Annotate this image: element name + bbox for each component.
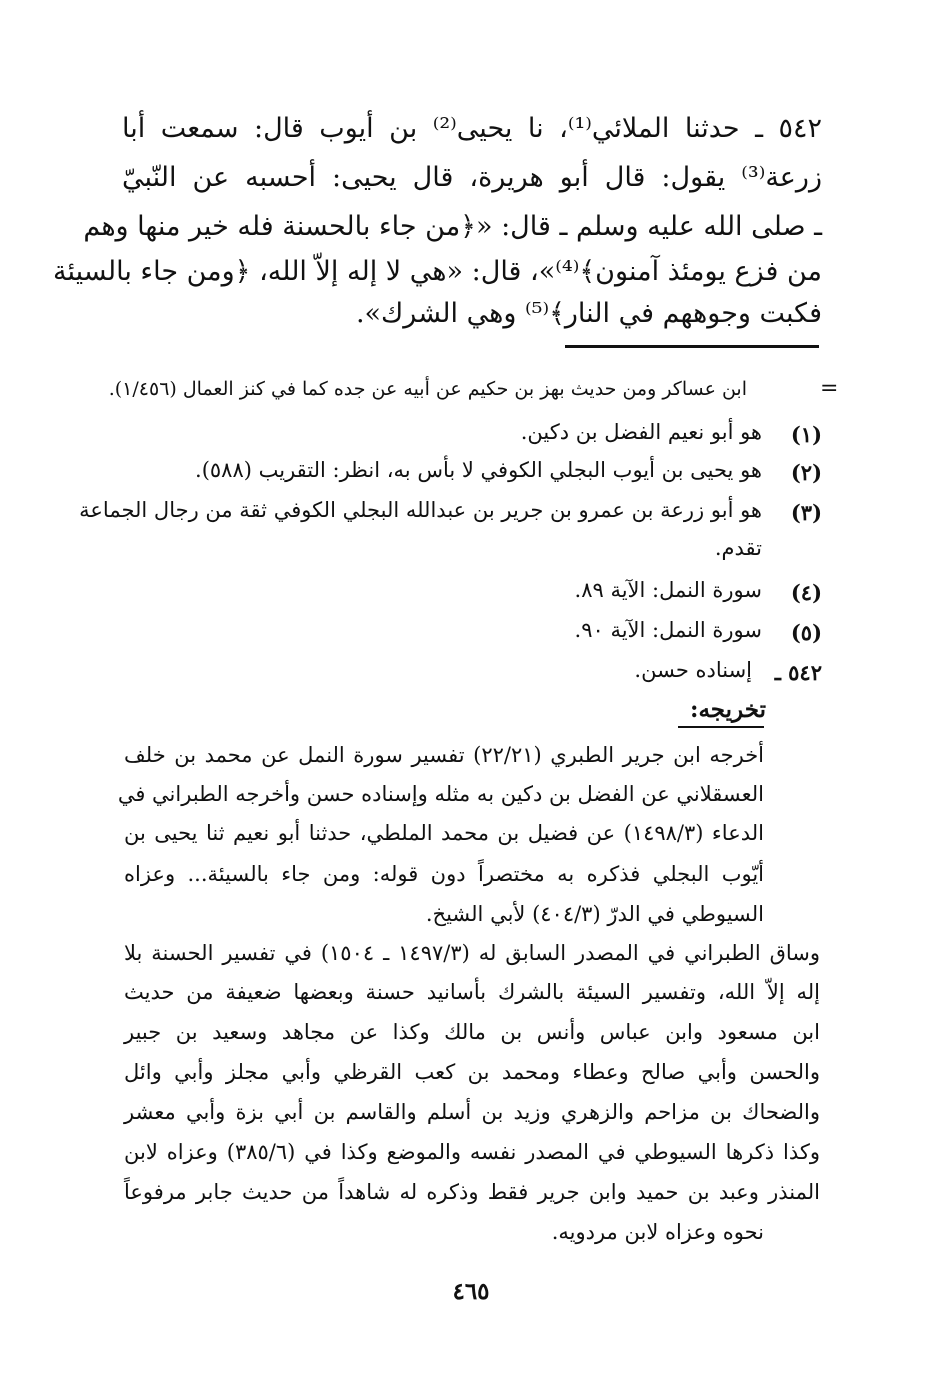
footnote-text: هو يحيى بن أيوب البجلي الكوفي لا بأس به، انظر: التقريب (٥٨٨). <box>195 458 762 482</box>
hadith-line: زرعة⁽³⁾ يقول: قال أبو هريرة، قال يحيى: أحسبه عن النّبيّ <box>122 162 822 193</box>
heading-underline <box>678 726 764 728</box>
takhrij-line: أخرجه ابن جرير الطبري (٢٢/٢١) تفسير سورة النمل عن محمد بن خلف <box>124 743 765 767</box>
takhrij-line: والحسن وأبي صالح وعطاء ومحمد بن كعب القرظي وأبي مجلز وأبي وائل <box>124 1060 820 1084</box>
takhrij-line: الدعاء (١٤٩٨/٣) عن فضيل بن محمد الملطي، حدثنا أبو نعيم ثنا يحيى بن <box>124 821 764 845</box>
takhrij-line: وكذا ذكرها السيوطي في المصدر نفسه والموضع وكذا في (٣٨٥/٦) وعزاه لابن <box>124 1140 820 1164</box>
footnote-text: سورة النمل: الآية ٨٩. <box>574 578 762 602</box>
hadith-line: ـ صلى الله عليه وسلم ـ قال: «﴿من جاء بالحسنة فله خير منها وهم <box>83 211 822 242</box>
takhrij-line: وساق الطبراني في المصدر السابق له (١٤٩٧/٣ ـ ١٥٠٤) في تفسير الحسنة بلا <box>124 941 820 965</box>
footnote-number: (٣) <box>790 500 822 525</box>
isnad-text: إسناده حسن. <box>634 658 752 682</box>
page-number: ٤٦٥ <box>452 1278 490 1305</box>
takhrij-line: نحوه وعزاه لابن مردويه. <box>551 1220 764 1244</box>
takhrij-line: أيّوب البجلي فذكره به مختصراً دون قوله: ومن جاء بالسيئة... وعزاه <box>124 862 764 886</box>
takhrij-heading: تخريجه: <box>689 696 766 723</box>
footnote-separator <box>565 345 819 348</box>
hadith-line: ٥٤٢ ـ حدثنا الملائي⁽¹⁾، نا يحيى⁽²⁾ بن أيوب قال: سمعت أبا <box>122 113 822 144</box>
takhrij-line: العسقلاني عن الفضل بن دكين به مثله وإسناده حسن وأخرجه الطبراني في <box>117 782 764 806</box>
takhrij-line: ابن مسعود وابن عباس وأنس بن مالك وكذا عن مجاهد وسعيد بن جبير <box>124 1020 820 1044</box>
takhrij-line: والضحاك بن مزاحم والزهري وزيد بن أسلم والقاسم بن أبي بزة وأبي معشر <box>124 1100 820 1124</box>
footnote-number: (١) <box>790 422 822 447</box>
footnote-text: هو أبو زرعة بن عمرو بن جرير بن عبدالله البجلي الكوفي ثقة من رجال الجماعة <box>79 498 762 522</box>
takhrij-line: المنذر وعبد بن حميد وابن جرير فقط وذكره له شاهداً من حديث جابر مرفوعاً <box>124 1180 820 1204</box>
takhrij-line: السيوطي في الدرّ (٤٠٤/٣) لأبي الشيخ. <box>425 902 764 926</box>
footnote-text: هو أبو نعيم الفضل بن دكين. <box>520 420 762 444</box>
continuation-text: ابن عساكر ومن حديث بهز بن حكيم عن أبيه عن جده كما في كنز العمال (١/٤٥٦). <box>108 378 747 400</box>
footnote-number: (٤) <box>790 580 822 605</box>
footnote-number: (٢) <box>790 460 822 485</box>
continuation-mark: = <box>820 376 839 401</box>
takhrij-line: إله إلاّ الله، وتفسير السيئة بالشرك بأسانيد حسنة وبعضها ضعيفة من حديث <box>124 980 820 1004</box>
footnote-number: (٥) <box>790 620 822 645</box>
hadith-line: فكبت وجوههم في النار﴾⁽⁵⁾ وهي الشرك». <box>355 298 822 329</box>
footnote-text: تقدم. <box>714 536 762 560</box>
isnad-number: ٥٤٢ ـ <box>774 660 822 685</box>
hadith-line: من فزع يومئذ آمنون﴾⁽⁴⁾»، قال: «هي لا إله إلاّ الله، ﴿ومن جاء بالسيئة <box>53 256 822 287</box>
footnote-text: سورة النمل: الآية ٩٠. <box>574 618 762 642</box>
